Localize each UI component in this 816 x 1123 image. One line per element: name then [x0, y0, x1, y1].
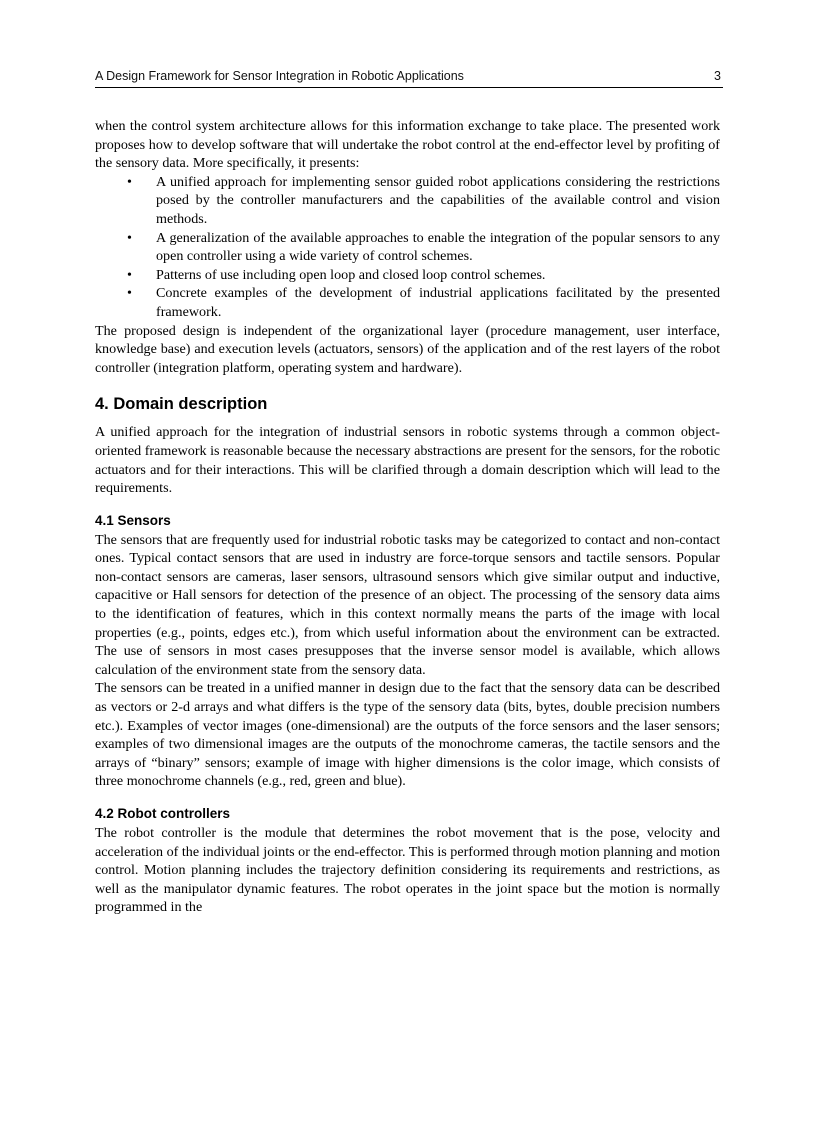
running-title: A Design Framework for Sensor Integration in Robotic Applications — [95, 69, 464, 83]
sensors-paragraph-2: The sensors can be treated in a unified manner in design due to the fact that the sensory data can be described as vectors or 2-d arrays and what differs is the type of the sensory data (bits, bytes, double precision numbers etc.). Examples of vector images (one-dimensional) are the outputs of the force sensors and the laser sensors; examples of two dimensional images are the outputs of the monochrome cameras, the tactile sensors and the arrays of “binary” sensors; example of image with higher dimensions is the color image, which consists of three monochrome channels (e.g., red, green and blue). — [95, 680, 720, 790]
subsection-heading-sensors: 4.1 Sensors — [95, 512, 171, 528]
sensors-paragraph-1: The sensors that are frequently used for industrial robotic tasks may be categorized to contact and non-contact ones. Typical contact sensors that are used in industry are force-torque sensors and tactile sensors. Popular non-contact sensors are cameras, laser sensors, ultrasound sensors which give similar output and inductive, capacitive or Hall sensors for detection of the presence of an object. The processing of the sensory data aims to the identification of features, which in this context normally means the parts of the image with local properties (e.g., points, edges etc.), from which useful information about the environment can be extracted. The use of sensors in most cases presupposes that the inverse sensor model is available, which allows calculation of the environment state from the sensory data. — [95, 531, 720, 678]
subsection-heading-robot-controllers: 4.2 Robot controllers — [95, 806, 231, 821]
bullet-icon: • — [127, 266, 132, 283]
bullet-icon: • — [127, 229, 132, 246]
contributions-list — [95, 173, 720, 322]
list-item: • Patterns of use including open loop and closed loop control schemes. — [127, 266, 546, 283]
list-item: • A generalization of the available approaches to enable the integration of the popular sensors to any open controller using a wide variety of control schemes. — [127, 229, 720, 265]
bullet-icon: • — [127, 173, 132, 190]
list-item: • A unified approach for implementing sensor guided robot applications considering the restrictions posed by the controller manufacturers and the capabilities of the available control and vision methods. — [127, 173, 720, 227]
running-header — [95, 67, 723, 88]
robot-controllers-paragraph: The robot controller is the module that determines the robot movement that is the pose, velocity and acceleration of the individual joints or the end-effector. This is performed through motion planning and motion control. Motion planning includes the trajectory definition considering its requirements and restrictions, as well as the manipulator dynamic features. The robot operates in the joint space but the motion is normally programmed in the — [95, 825, 720, 916]
bullet-icon: • — [127, 285, 132, 302]
page-body — [95, 117, 720, 917]
page-number: 3 — [714, 69, 721, 83]
list-item: • Concrete examples of the development of industrial applications facilitated by the presented framework. — [127, 285, 720, 320]
section-heading-domain-description: 4. Domain description — [95, 395, 268, 414]
intro-closing-paragraph: The proposed design is independent of the organizational layer (procedure management, user interface, knowledge base) and execution levels (actuators, sensors) of the application and of the rest layers of the robot controller (integration platform, operating system and hardware). — [95, 322, 720, 376]
intro-paragraph: when the control system architecture allows for this information exchange to take place. The presented work proposes how to develop software that will undertake the robot control at the end-effector level by profiting of the sensory data. More specifically, it presents: — [95, 118, 720, 172]
domain-description-paragraph: A unified approach for the integration of industrial sensors in robotic systems through a common object-oriented framework is reasonable because the necessary abstractions are present for the sensors, for the robotic actuators and for their interactions. This will be clarified through a domain description which will lead to the requirements. — [95, 424, 720, 497]
